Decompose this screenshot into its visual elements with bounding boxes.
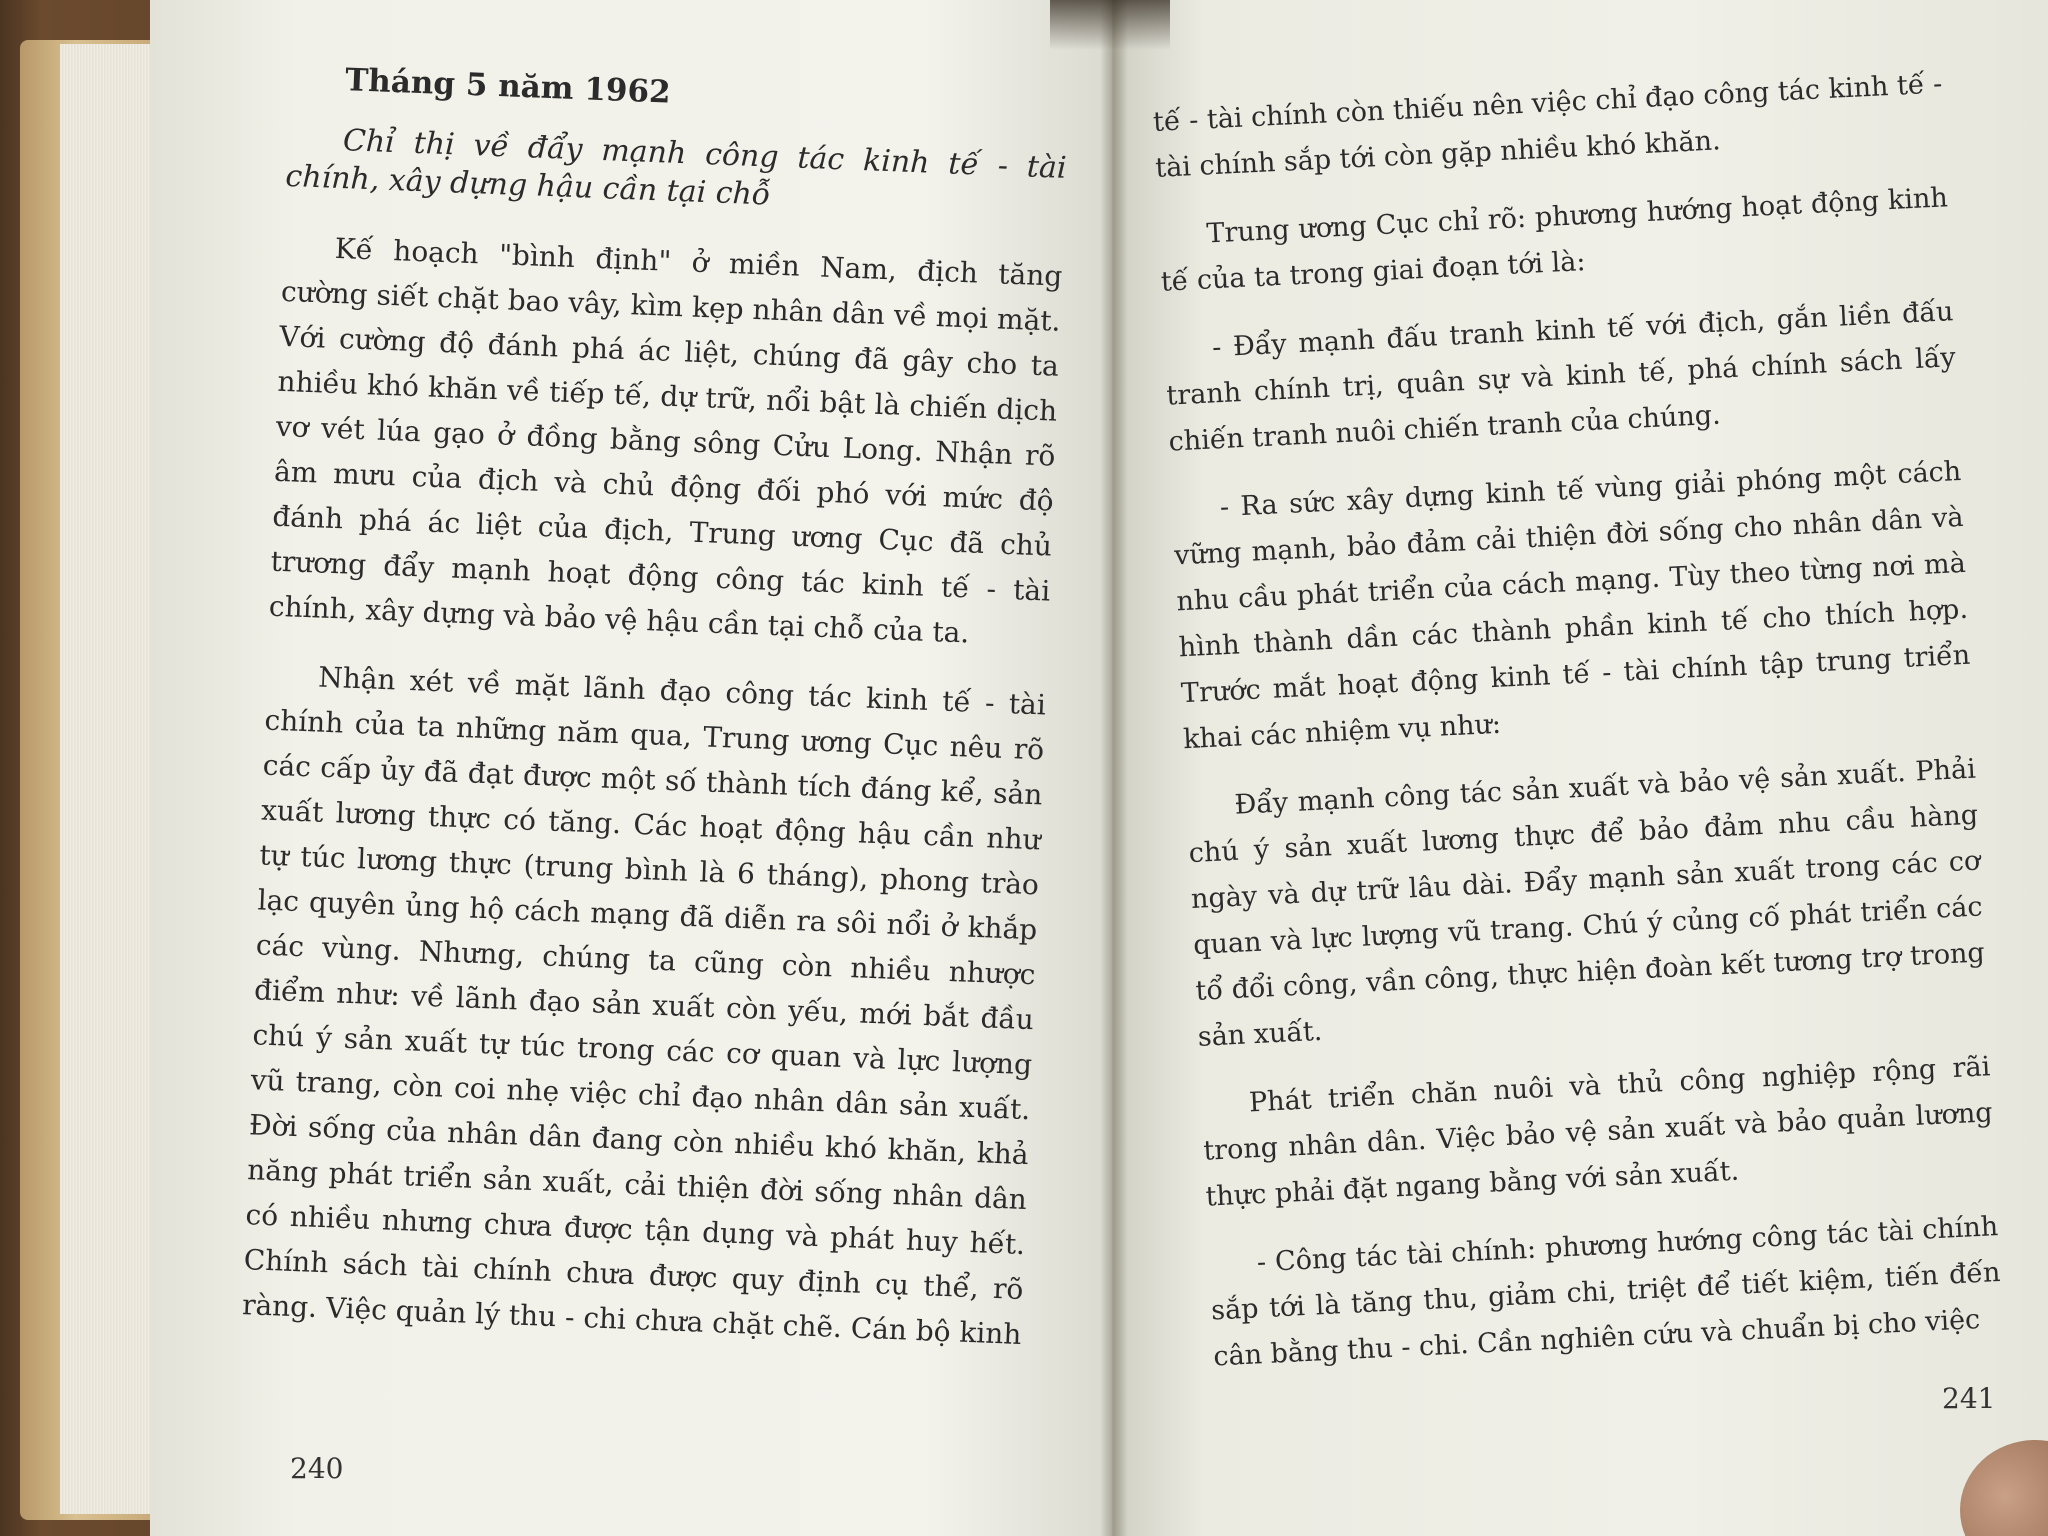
page-number-right: 241 bbox=[1942, 1382, 1996, 1415]
left-page-content bbox=[240, 60, 1069, 1381]
right-page bbox=[1112, 0, 2048, 1536]
paragraph: - Ra sức xây dựng kinh tế vùng giải phóng một cách vững mạnh, bảo đảm cải thiện đời sống cho nhân dân và nhu cầu phát triển của cách mạng. Tùy theo từng nơi mà hình thành dần các thành phần kinh tế cho thích hợp. Trước mắt hoạt động kinh tế - tài chính tập trung triển khai các nhiệm vụ như: bbox=[1173, 455, 1971, 756]
right-page-content bbox=[1152, 61, 2005, 1402]
book-gutter bbox=[1100, 0, 1128, 1536]
paragraph: tế - tài chính còn thiếu nên việc chỉ đạo công tác kinh tế - tài chính sắp tới còn gặp nhiều khó khăn. bbox=[1152, 68, 1943, 184]
page-number-left: 240 bbox=[290, 1452, 344, 1485]
spine-shadow bbox=[1050, 0, 1170, 50]
paragraph: Nhận xét về mặt lãnh đạo công tác kinh tế - tài chính của ta những năm qua, Trung ương Cục nêu rõ các cấp ủy đã đạt được một số thành tích đáng kể, sản xuất lương thực có tăng. Các hoạt động hậu cần như tự túc lương thực (trung bình là 6 tháng), phong trào lạc quyên ủng hộ cách mạng đã diễn ra sôi nổi ở khắp các vùng. Nhưng, chúng ta cũng còn nhiều nhược điểm như: về lãnh đạo sản xuất còn yếu, mới bắt đầu chú ý sản xuất tự túc trong các cơ quan và lực lượng vũ trang, còn coi nhẹ việc chỉ đạo nhân dân sản xuất. Đời sống của nhân dân đang còn nhiều khó khăn, khả năng phát triển sản xuất, cải thiện đời sống nhân dân có nhiều nhưng chưa được tận dụng và phát huy hết. Chính sách tài chính chưa được quy định cụ thể, rõ ràng. Việc quản lý thu - chi chưa chặt chẽ. Cán bộ kinh bbox=[241, 660, 1047, 1352]
paragraph: - Đẩy mạnh đấu tranh kinh tế với địch, gắn liền đấu tranh chính trị, quân sự và kinh tế, phá chính sách lấy chiến tranh nuôi chiến tranh của chúng. bbox=[1165, 296, 1957, 458]
paragraph: Phát triển chăn nuôi và thủ công nghiệp rộng rãi trong nhân dân. Việc bảo vệ sản xuất và bảo quản lương thực phải đặt ngang bằng với sản xuất. bbox=[1202, 1051, 1994, 1213]
paragraph: Kế hoạch "bình định" ở miền Nam, địch tăng cường siết chặt bao vây, kìm kẹp nhân dân về mọi mặt. Với cường độ đánh phá ác liệt, chúng đã gây cho ta nhiều khó khăn về tiếp tế, dự trữ, nổi bật là chiến dịch vơ vét lúa gạo ở đồng bằng sông Cửu Long. Nhận rõ âm mưu của địch và chủ động đối phó với mức độ đánh phá ác liệt của địch, Trung ương Cục đã chủ trương đẩy mạnh hoạt động công tác kinh tế - tài chính, xây dựng và bảo vệ hậu cần tại chỗ của ta. bbox=[268, 231, 1063, 650]
section-subtitle: Chỉ thị về đẩy mạnh công tác kinh tế - tài chính, xây dựng hậu cần tại chỗ bbox=[284, 123, 1068, 213]
section-heading: Tháng 5 năm 1962 bbox=[344, 62, 672, 111]
left-page bbox=[150, 0, 1120, 1536]
paragraph: - Công tác tài chính: phương hướng công tác tài chính sắp tới là tăng thu, giảm chi, triệt để tiết kiệm, tiến đến cân bằng thu - chi. Cần nghiên cứu và chuẩn bị cho việc bbox=[1210, 1211, 2002, 1373]
paragraph: Trung ương Cục chỉ rõ: phương hướng hoạt động kinh tế của ta trong giai đoạn tới là: bbox=[1160, 182, 1949, 298]
paragraph: Đẩy mạnh công tác sản xuất và bảo vệ sản xuất. Phải chú ý sản xuất lương thực để bảo đảm nhu cầu hàng ngày và dự trữ lâu dài. Đẩy mạnh sản xuất trong các cơ quan và lực lượng vũ trang. Chú ý củng cố phát triển các tổ đổi công, vần công, thực hiện đoàn kết tương trợ trong sản xuất. bbox=[1188, 753, 1986, 1053]
